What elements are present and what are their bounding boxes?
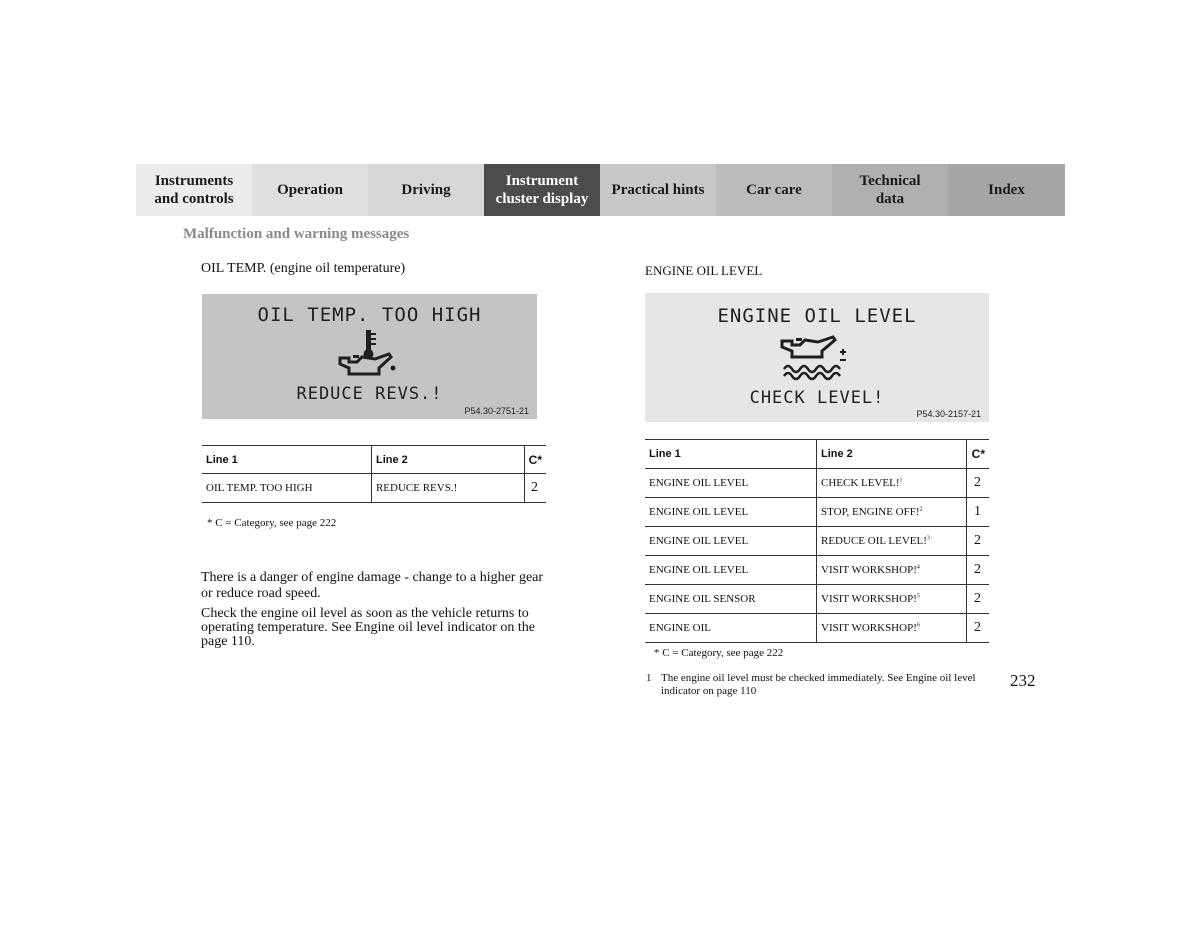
cell-category: 2 (524, 474, 546, 503)
cell-line-2-text: VISIT WORKSHOP! (821, 622, 917, 634)
table-row (645, 498, 989, 527)
cell-line-2 (817, 469, 967, 498)
cell-line-2 (817, 527, 967, 556)
image-reference-code: P54.30-2157-21 (916, 409, 981, 419)
column-header-category: C* (967, 440, 990, 469)
cell-category: 2 (967, 614, 990, 643)
cell-line-2 (817, 556, 967, 585)
table-row (645, 527, 989, 556)
category-note: * C = Category, see page 222 (654, 647, 784, 659)
column-header-line-2: Line 2 (817, 440, 967, 469)
cell-line-2-text: VISIT WORKSHOP! (821, 593, 917, 605)
tab-technical-data[interactable]: Technical data (832, 164, 948, 216)
engine-oil-level-display-image (645, 293, 989, 422)
tab-instrument-cluster-display[interactable]: Instrument cluster display (484, 164, 600, 216)
paragraph-1: There is a danger of engine damage - change to a higher gear or reduce road speed. (201, 570, 544, 601)
oil-can-level-icon (778, 335, 850, 383)
tab-operation[interactable]: Operation (252, 164, 368, 216)
cell-category: 2 (967, 527, 990, 556)
cell-line-2 (817, 614, 967, 643)
cell-line-1: ENGINE OIL LEVEL (645, 498, 817, 527)
tab-instruments-and-controls[interactable]: Instruments and controls (136, 164, 252, 216)
oil-can-thermometer-icon (335, 328, 403, 380)
image-reference-code: P54.30-2751-21 (464, 406, 529, 416)
table-header-row (645, 440, 989, 469)
cell-line-2-text: STOP, ENGINE OFF! (821, 506, 920, 518)
table-row (645, 556, 989, 585)
footnote-marker: 5 (916, 593, 920, 600)
footnote-marker: 1 (899, 477, 903, 484)
column-header-line-2: Line 2 (371, 446, 524, 474)
cell-line-1: ENGINE OIL SENSOR (645, 585, 817, 614)
oil-temp-display-image (202, 294, 537, 419)
table-header-row (202, 446, 546, 474)
table-row (645, 614, 989, 643)
footnote-text: The engine oil level must be checked immediately. See Engine oil level indicator on page 110 (661, 672, 976, 697)
cell-line-2-text: VISIT WORKSHOP! (821, 564, 917, 576)
oil-temp-heading: OIL TEMP. (engine oil temperature) (201, 261, 406, 276)
column-header-category: C* (524, 446, 546, 474)
page-number: 232 (1010, 671, 1036, 690)
cell-category: 2 (967, 585, 990, 614)
cell-line-2: REDUCE REVS.! (371, 474, 524, 503)
display-line-2: CHECK LEVEL! (749, 388, 885, 408)
cell-line-1: ENGINE OIL LEVEL (645, 556, 817, 585)
column-header-line-1: Line 1 (202, 446, 371, 474)
paragraph-2: Check the engine oil level as soon as the vehicle returns to operating temperature. See Engine oil level indicator on the page 110. (201, 606, 535, 649)
footnote (646, 672, 991, 698)
tab-car-care[interactable]: Car care (716, 164, 832, 216)
engine-oil-level-message-table (645, 439, 989, 643)
engine-oil-level-heading: ENGINE OIL LEVEL (645, 263, 763, 278)
section-header: Malfunction and warning messages (183, 226, 410, 242)
footnote-number: 1 (646, 672, 652, 684)
category-note: * C = Category, see page 222 (207, 517, 337, 529)
tab-index[interactable]: Index (948, 164, 1065, 216)
table-row (645, 585, 989, 614)
column-header-line-1: Line 1 (645, 440, 817, 469)
footnote-marker: 3 (926, 535, 930, 542)
tab-driving[interactable]: Driving (368, 164, 484, 216)
chapter-tab-bar (136, 164, 1065, 216)
oil-temp-message-table (202, 445, 546, 503)
warning-paragraph (201, 570, 546, 649)
cell-category: 2 (967, 556, 990, 585)
cell-category: 1 (967, 498, 990, 527)
cell-line-1: ENGINE OIL LEVEL (645, 527, 817, 556)
display-line-1: OIL TEMP. TOO HIGH (257, 304, 482, 326)
cell-line-2-text: REDUCE OIL LEVEL! (821, 535, 927, 547)
cell-line-2-text: CHECK LEVEL! (821, 477, 900, 489)
table-row (202, 474, 546, 503)
footnote-marker: 6 (916, 622, 920, 629)
cell-category: 2 (967, 469, 990, 498)
cell-line-1: ENGINE OIL (645, 614, 817, 643)
cell-line-1: OIL TEMP. TOO HIGH (202, 474, 371, 503)
cell-line-2 (817, 585, 967, 614)
display-line-1: ENGINE OIL LEVEL (717, 305, 917, 327)
cell-line-2 (817, 498, 967, 527)
table-row (645, 469, 989, 498)
footnote-marker: 2 (919, 506, 923, 513)
footnote-marker: 4 (916, 564, 920, 571)
display-line-2: REDUCE REVS.! (296, 384, 443, 404)
cell-line-1: ENGINE OIL LEVEL (645, 469, 817, 498)
tab-practical-hints[interactable]: Practical hints (600, 164, 716, 216)
